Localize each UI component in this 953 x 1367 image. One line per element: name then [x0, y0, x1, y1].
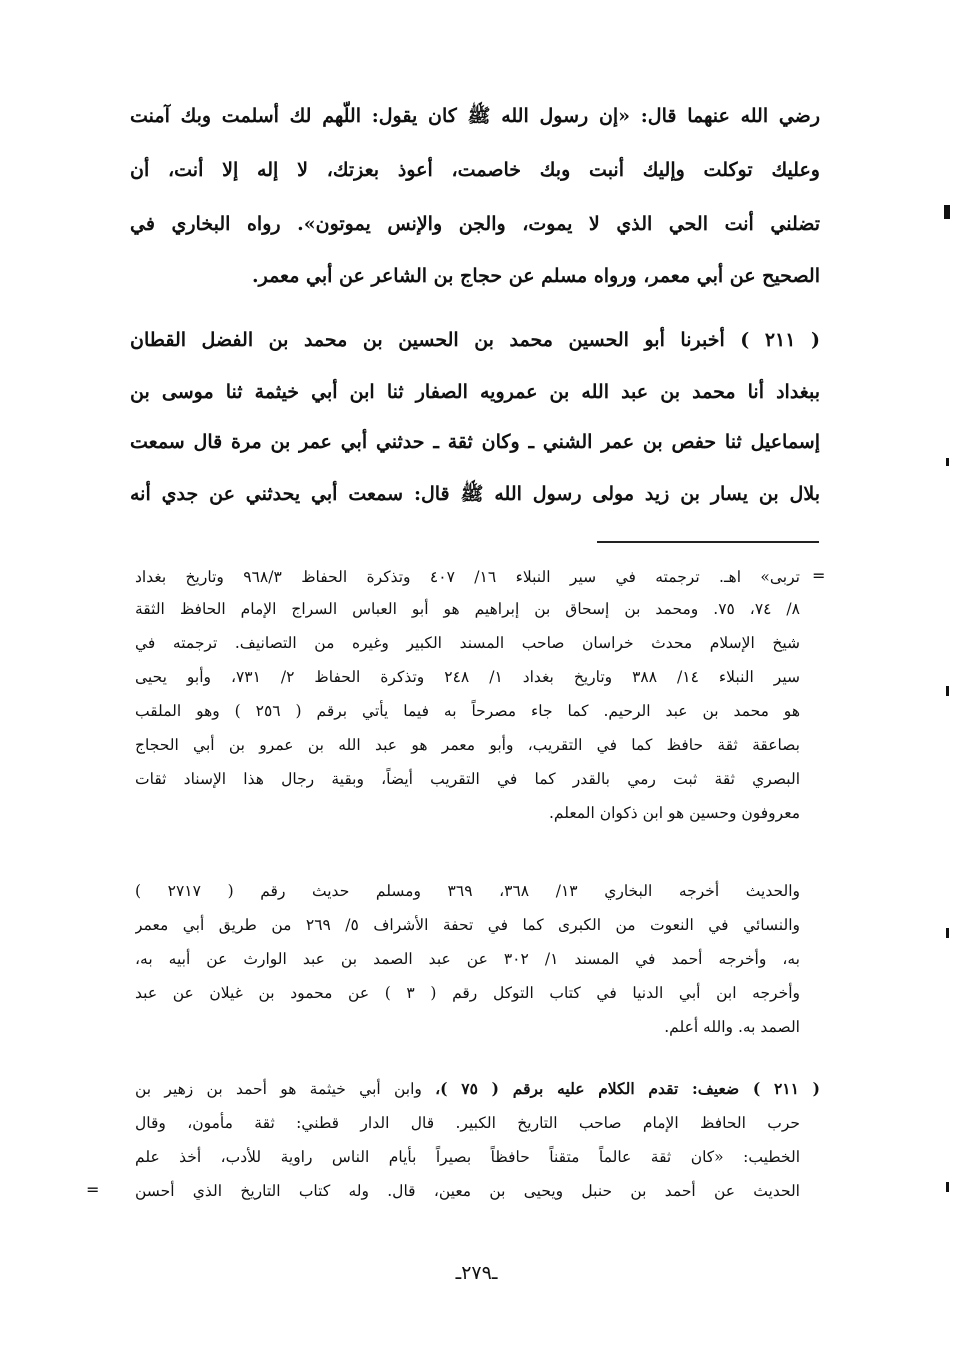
main-line: الصحيح عن أبي معمر، ورواه مسلم عن حجاج بن الشاعر عن أبي معمر.	[251, 265, 820, 287]
footnote-label: ( ٢١١ ) ضعيف: تقدم الكلام عليه برقم ( ٧٥ )،	[435, 1079, 820, 1098]
footnote-line: تربى» اهـ. ترجمته في سير النبلاء ١٦/ ٤٠٧ وتذكرة الحفاظ ٩٦٨/٣ وتاريخ بغداد	[135, 568, 800, 586]
footnote-line: معروفون وحسين هو ابن ذكوان المعلم.	[548, 804, 800, 822]
main-line: رضي الله عنهما قال: «إن رسول الله ﷺ كان يقول: اللّهم لك أسلمت وبك آمنت	[130, 105, 820, 127]
footnote-line: البصري ثقة ثبت رمي بالقدر كما في التقريب أيضاً، وبقية رجال هذا الإسناد ثقات	[135, 770, 800, 788]
footnote-line: هو محمد بن عبد الرحيم. كما جاء مصرحاً به فيما يأتي برقم ( ٢٥٦ ) وهو الملقب	[135, 702, 800, 720]
main-line: وعليك توكلت وإليك أنبت وبك خاصمت، أعوذ بعزتك، لا إله إلا أنت، أن	[130, 159, 820, 181]
footnote-text: وابن أبي خيثمة هو أحمد بن زهير بن	[135, 1080, 436, 1098]
footnote-line: سير النبلاء ١٤/ ٣٨٨ وتاريخ بغداد ١/ ٢٤٨ وتذكرة الحفاظ ٢/ ٧٣١، وأبو يحيى	[135, 668, 800, 686]
footnote-line: والنسائي في النعوت من الكبرى كما في تحفة الأشراف ٥/ ٢٦٩ من طريق أبي معمر	[135, 916, 800, 934]
footnote-line: والحديث أخرجه البخاري ١٣/ ٣٦٨، ٣٦٩ ومسلم حديث رقم ( ٢٧١٧ )	[135, 882, 800, 900]
footnote-line: بصاعقة ثقة حافظ كما في التقريب، وأبو معمر هو عبد الله بن عمرو بن أبي الحجاج	[135, 736, 800, 754]
footnote-line	[135, 1074, 820, 1104]
footnote-line: حرب الحافظ الإمام صاحب التاريخ الكبير. قال الدار قطني: ثقة مأمون، وقال	[135, 1114, 800, 1132]
main-line: ببغداد أنا محمد بن عبد الله بن عمرويه الصفار ثنا ابن أبي خيثمة ثنا موسى بن	[130, 381, 820, 403]
footnote-line: وأخرجه ابن أبي الدنيا في كتاب التوكل رقم ( ٣ ) عن محمود بن غيلان عن عبد	[135, 984, 800, 1002]
footnote-separator	[597, 541, 819, 543]
scan-mark	[946, 458, 949, 466]
scan-mark	[946, 928, 949, 938]
footnote-line: شيخ الإسلام محدث خراسان صاحب المسند الكبير وغيره من التصانيف. ترجمته في	[135, 634, 800, 652]
footnote-line: الصمد به. والله أعلم.	[664, 1018, 800, 1036]
continuation-marker: =	[86, 1180, 100, 1199]
main-line: بلال بن يسار بن زيد مولى رسول الله ﷺ قال: سمعت أبي يحدثني عن جدي أنه	[130, 483, 820, 505]
scan-mark	[946, 1182, 949, 1192]
footnote-line: ٨/ ٧٤، ٧٥. ومحمد بن إسحاق بن إبراهيم هو أبو العباس السراج الإمام الحافظ الثقة	[135, 600, 800, 618]
main-line: ( ٢١١ ) أخبرنا أبو الحسين محمد بن الحسين بن محمد بن الفضل القطان	[130, 329, 820, 351]
footnote-line: الحديث عن أحمد بن حنبل ويحيى بن معين، قال. وله كتاب التاريخ الذي أحسن	[135, 1182, 800, 1200]
continuation-marker: =	[812, 566, 826, 585]
scan-mark	[946, 686, 949, 696]
footnote-line: الخطيب: «كان ثقة عالماً متقناً حافظاً بصيراً بأيام الناس راوية للأدب، أخذ علم	[135, 1148, 800, 1166]
footnote-line: به، وأخرجه أحمد في المسند ١/ ٣٠٢ عن عبد الصمد بن عبد الوارث عن أبيه به،	[135, 950, 800, 968]
page-number: ـ٢٧٩ـ	[455, 1262, 498, 1284]
scan-mark	[944, 205, 950, 219]
main-line: تضلني أنت الحي الذي لا يموت، والجن والإنس يموتون». رواه البخاري في	[130, 213, 820, 235]
main-line: إسماعيل ثنا حفص بن عمر الشني ـ وكان ثقة ـ حدثني أبي عمر بن مرة قال سمعت	[130, 431, 820, 453]
